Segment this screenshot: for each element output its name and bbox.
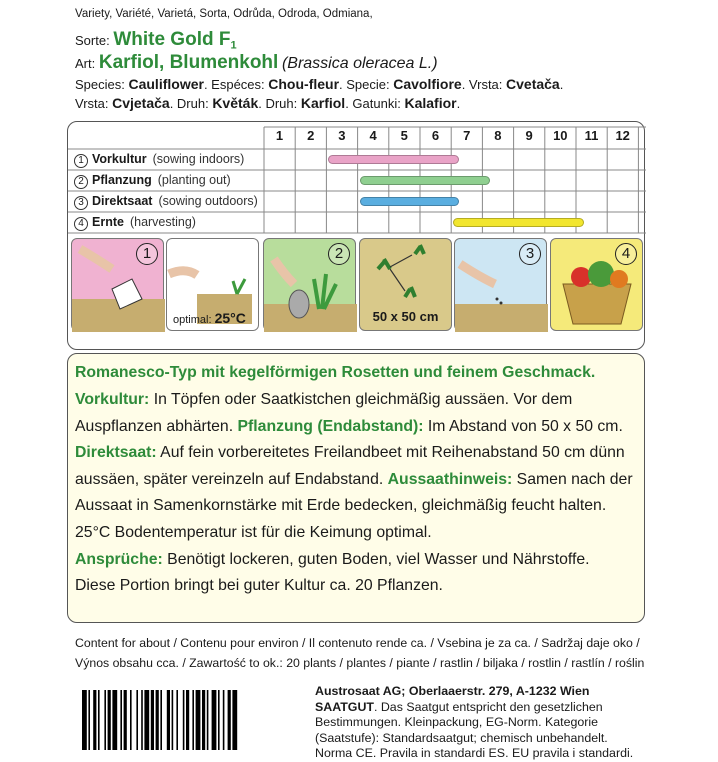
section-text: Samen nach der bbox=[512, 470, 633, 488]
step-number-badge: 2 bbox=[328, 243, 350, 265]
species-lang-0: Vrsta: bbox=[75, 96, 113, 111]
species-name-5: Karfiol bbox=[300, 95, 346, 111]
illustration-panel-5 bbox=[454, 238, 547, 331]
species-lang-2: . Espéces: bbox=[203, 77, 269, 92]
barcode-bar bbox=[112, 690, 117, 750]
month-3: 3 bbox=[338, 128, 346, 143]
species-lang-8: . bbox=[559, 77, 564, 92]
species-name-3: Chou-fleur bbox=[268, 76, 340, 92]
company-text-4: Norma CE. Pravila in standardi ES. EU pravila i standardi. bbox=[315, 746, 634, 760]
month-12: 12 bbox=[615, 128, 630, 143]
section-text: Diese Portion bringt bei guter Kultur ca. 20 Pflanzen. bbox=[75, 577, 443, 595]
illustration-panel-1 bbox=[71, 238, 164, 331]
month-11: 11 bbox=[584, 128, 599, 143]
barcode-bar bbox=[192, 690, 194, 750]
section-text: Auf fein vorbereitetes Freilandbeet mit Reihenabstand 50 cm dünn bbox=[156, 444, 625, 462]
sowing-calendar bbox=[67, 121, 645, 350]
barcode-bar bbox=[172, 690, 174, 750]
barcode-bar bbox=[156, 690, 159, 750]
content-info bbox=[75, 633, 644, 673]
row-note: (sowing indoors) bbox=[152, 152, 245, 166]
content-line-1: Content for about / Contenu pour environ / Il contenuto rende ca. / Vsebina je za ca. / Sadržaj daje oko / bbox=[75, 636, 640, 650]
description-line-2 bbox=[75, 414, 637, 441]
species-name-1: Cauliflower bbox=[128, 76, 204, 92]
barcode-bar bbox=[223, 690, 225, 750]
row-label: Pflanzung bbox=[92, 173, 152, 187]
description-headline: Romanesco-Typ mit kegelförmigen Rosetten und feinem Geschmack. bbox=[75, 364, 596, 381]
description-line-4 bbox=[75, 467, 637, 494]
section-heading: Direktsaat: bbox=[75, 444, 157, 462]
month-7: 7 bbox=[463, 128, 471, 143]
section-text: Aussaat in Samenkornstärke mit Erde bedecken, gleichmäßig feucht halten. bbox=[75, 497, 607, 515]
step-number-badge: 1 bbox=[136, 243, 158, 265]
row-number: 4 bbox=[74, 217, 88, 231]
species-lang-8: . bbox=[456, 96, 461, 111]
row-number: 2 bbox=[74, 175, 88, 189]
section-text: Auspflanzen abhärten. bbox=[75, 417, 238, 435]
saatgut-label: SAATGUT bbox=[315, 699, 374, 714]
species-name-5: Cavolfiore bbox=[393, 76, 462, 92]
variety-name: White Gold F bbox=[113, 29, 231, 50]
barcode-bar bbox=[207, 690, 209, 750]
row-number: 1 bbox=[74, 154, 88, 168]
barcode-bar bbox=[136, 690, 138, 750]
period-bar-3 bbox=[360, 197, 459, 206]
section-text: 25°C Bodentemperatur ist für die Keimung optimal. bbox=[75, 523, 432, 541]
barcode-bar bbox=[186, 690, 189, 750]
variety-name-line bbox=[75, 29, 237, 52]
row-label: Vorkultur bbox=[92, 152, 147, 166]
month-9: 9 bbox=[525, 128, 533, 143]
species-name-7: Cvetača bbox=[506, 76, 560, 92]
barcode-bar bbox=[144, 690, 149, 750]
section-text: aussäen, später vereinzeln auf Endabstand. bbox=[75, 470, 388, 488]
company-name: Austrosaat AG; Oberlaaerstr. 279, A-1232 Wien bbox=[315, 684, 590, 698]
description-line-7 bbox=[75, 547, 637, 574]
content-line-2: Výnos obsahu cca. / Zawartość to ok.: 20 plants / plantes / piante / rastlin / biljaka / rostlin / rastlín / roślin bbox=[75, 656, 645, 670]
month-8: 8 bbox=[494, 128, 502, 143]
row-note: (harvesting) bbox=[129, 215, 196, 229]
calendar-row-1 bbox=[74, 152, 244, 168]
barcode-bar bbox=[82, 690, 87, 750]
period-bar-2 bbox=[360, 176, 490, 185]
species-translations-1 bbox=[75, 76, 563, 92]
period-bar-1 bbox=[328, 155, 458, 164]
description-line-6 bbox=[75, 520, 637, 547]
description-line-5 bbox=[75, 493, 637, 520]
species-name: Karfiol, Blumenkohl bbox=[98, 52, 279, 73]
illustration-panel-2 bbox=[166, 238, 259, 331]
art-label: Art: bbox=[75, 56, 96, 71]
month-5: 5 bbox=[400, 128, 408, 143]
illustration-panel-4 bbox=[359, 238, 452, 331]
barcode-bar bbox=[120, 690, 122, 750]
month-1: 1 bbox=[275, 128, 284, 143]
species-lang-6: . Vrsta: bbox=[461, 77, 507, 92]
illustration-panel-6 bbox=[550, 238, 643, 331]
illustration-panel-3 bbox=[263, 238, 356, 331]
section-heading: Pflanzung (Endabstand): bbox=[237, 417, 424, 435]
species-lang-6: . Gatunki: bbox=[345, 96, 405, 111]
row-label: Ernte bbox=[92, 215, 124, 229]
section-text: Im Abstand von 50 x 50 cm. bbox=[423, 417, 623, 435]
barcode-bar bbox=[130, 690, 132, 750]
barcode bbox=[82, 690, 290, 750]
species-lang-2: . Druh: bbox=[169, 96, 213, 111]
barcode-bar bbox=[151, 690, 154, 750]
barcode-bar bbox=[218, 690, 220, 750]
description-line-1 bbox=[75, 387, 637, 414]
period-bar-4 bbox=[453, 218, 583, 227]
barcode-bar bbox=[88, 690, 90, 750]
caption-text: optimal: bbox=[173, 314, 215, 326]
row-label: Direktsaat bbox=[92, 194, 153, 208]
barcode-bar bbox=[167, 690, 170, 750]
company-text-2: Bestimmungen. Kleinpackung, EG-Norm. Kategorie bbox=[315, 715, 599, 729]
description-line-8 bbox=[75, 573, 637, 600]
caption-value: 25°C bbox=[214, 310, 246, 326]
calendar-row-2 bbox=[74, 173, 231, 189]
company-text-1 bbox=[315, 700, 715, 716]
variety-line: Variety, Variété, Varietá, Sorta, Odrůda, Odroda, Odmiana, bbox=[75, 8, 373, 20]
barcode-bar bbox=[228, 690, 231, 750]
step-number-badge: 3 bbox=[519, 243, 541, 265]
section-text: In Töpfen oder Saatkistchen gleichmäßig aussäen. Vor dem bbox=[149, 391, 573, 408]
species-name-line bbox=[75, 52, 438, 74]
barcode-bar bbox=[98, 690, 100, 750]
species-translations-2 bbox=[75, 95, 460, 111]
description-line-3 bbox=[75, 440, 637, 467]
panel-caption bbox=[173, 310, 246, 326]
company-text-3: (Saatstufe): Standardsaatgut; chemisch unbehandelt. bbox=[315, 730, 608, 745]
section-text: Benötigt lockeren, guten Boden, viel Wasser und Nährstoffe. bbox=[162, 550, 590, 568]
species-name-1: Cvjetača bbox=[112, 95, 170, 111]
species-name-3: Květák bbox=[212, 95, 259, 111]
species-name-7: Kalafior bbox=[404, 95, 457, 111]
barcode-bar bbox=[104, 690, 106, 750]
barcode-bar bbox=[141, 690, 143, 750]
barcode-bar bbox=[183, 690, 185, 750]
barcode-bar bbox=[124, 690, 127, 750]
row-note: (sowing outdoors) bbox=[158, 194, 258, 208]
barcode-bar bbox=[196, 690, 201, 750]
species-lang-4: . Specie: bbox=[339, 77, 394, 92]
section-heading: Vorkultur: bbox=[75, 391, 150, 408]
barcode-bar bbox=[202, 690, 205, 750]
barcode-bar bbox=[160, 690, 162, 750]
calendar-row-4 bbox=[74, 215, 196, 231]
calendar-row-3 bbox=[74, 194, 258, 210]
row-note: (planting out) bbox=[157, 173, 231, 187]
month-6: 6 bbox=[431, 128, 440, 143]
barcode-bar bbox=[212, 690, 217, 750]
variety-name-sub: 1 bbox=[230, 39, 237, 52]
species-lang-4: . Druh: bbox=[258, 96, 301, 111]
month-10: 10 bbox=[553, 128, 568, 143]
step-number-badge: 4 bbox=[615, 243, 637, 265]
barcode-bar bbox=[176, 690, 178, 750]
species-lang-0: Species: bbox=[75, 77, 129, 92]
saatgut-text: . Das Saatgut entspricht den gesetzlichen bbox=[373, 699, 603, 714]
sorte-label: Sorte: bbox=[75, 33, 110, 48]
barcode-bar bbox=[108, 690, 111, 750]
section-heading: Ansprüche: bbox=[75, 550, 163, 568]
description-box bbox=[67, 353, 645, 623]
barcode-bar bbox=[232, 690, 237, 750]
month-4: 4 bbox=[369, 128, 377, 143]
panel-caption bbox=[360, 309, 451, 324]
company-info bbox=[315, 684, 715, 762]
month-2: 2 bbox=[307, 128, 315, 143]
row-number: 3 bbox=[74, 196, 88, 210]
latin-name: (Brassica oleracea L.) bbox=[281, 55, 438, 72]
section-heading: Aussaathinweis: bbox=[387, 470, 513, 488]
caption-value: 50 x 50 cm bbox=[372, 309, 439, 324]
barcode-bar bbox=[93, 690, 96, 750]
